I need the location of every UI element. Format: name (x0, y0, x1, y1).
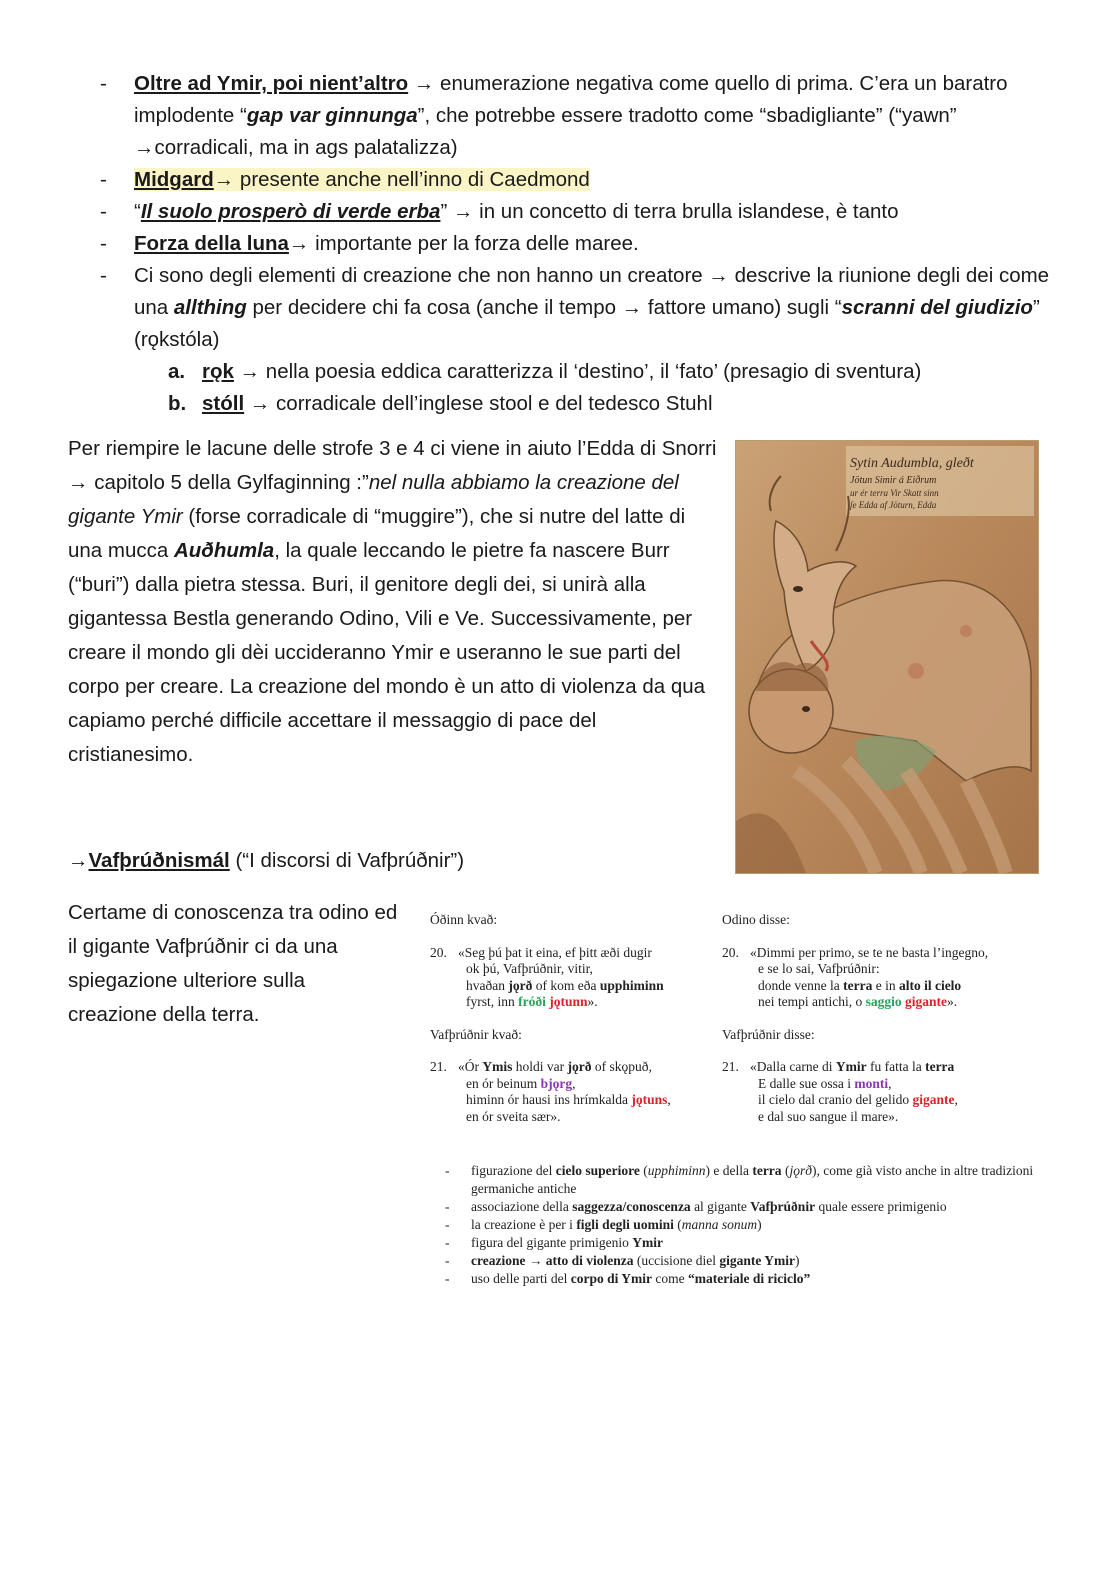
svg-text:ſe Edda af Jöturn, Edda: ſe Edda af Jöturn, Edda (850, 500, 937, 510)
list-item: - creazione → atto di violenza (uccisione diel gigante Ymir) (445, 1252, 1045, 1270)
poem-original-column: Óðinn kvað: 20. «Seg þú þat it eina, ef þitt æði dugir ok þú, Vafþrúðnir, vitir, hvaðan jǫrð of kom eða upphiminn fyrst, inn fróði jǫtunn». Vafþrúðnir kvað: 21. «Ór Ymis holdi var jǫrð of skǫpuð, en ór beinum bjǫrg, himinn ór hausi ins hrímkalda jǫtuns, en ór sveita sær». (430, 912, 730, 1125)
svg-text:ur ér terra Vir Skatt sinn: ur ér terra Vir Skatt sinn (850, 488, 939, 498)
section-paragraph: Certame di conoscenza tra odino ed il gigante Vafþrúðnir ci da una spiegazione ulteriore sulla creazione della terra. (68, 901, 398, 1026)
list-item: - Forza della luna→ importante per la forza delle maree. (100, 232, 639, 255)
svg-text:Jötun Simir á Eiðrum: Jötun Simir á Eiðrum (850, 475, 937, 486)
list-item: - la creazione è per i figli degli uomini (manna sonum) (445, 1216, 1045, 1234)
poem-translation-column: Odino disse: 20. «Dimmi per primo, se te ne basta l’ingegno, e se lo sai, Vafþrúðnir: donde venne la terra e in alto il cielo nei tempi antichi, o saggio gigante». Vafþrúðnir disse: 21. «Dalla carne di Ymir fu fatta la terra E dalle sue ossa i monti, il cielo dal cranio del gelido gigante, e dal suo sangue il mare». (722, 912, 1022, 1125)
stanza-21-translation: 21. «Dalla carne di Ymir fu fatta la terra E dalle sue ossa i monti, il cielo dal cranio del gelido gigante, e dal suo sangue il mare». (722, 1059, 958, 1124)
list-item: - figurazione del cielo superiore (upphiminn) e della terra (jǫrð), come già visto anche in altre tradizioni germaniche antiche (445, 1162, 1045, 1198)
section-heading: →Vafþrúðnismál (“I discorsi di Vafþrúðnir”) (68, 849, 465, 872)
sub-list (134, 356, 1060, 420)
bullet-list (100, 68, 1060, 420)
list-item: - Midgard→ presente anche nell’inno di Caedmond (100, 168, 590, 191)
notes-list (445, 1162, 1045, 1288)
stanza-20-translation: 20. «Dimmi per primo, se te ne basta l’ingegno, e se lo sai, Vafþrúðnir: donde venne la terra e in alto il cielo nei tempi antichi, o saggio gigante». (722, 944, 989, 1009)
sub-list-item: b. stóll → corradicale dell’inglese stool e del tedesco Stuhl (168, 392, 713, 415)
list-item: - figura del gigante primigenio Ymir (445, 1234, 1045, 1252)
list-item: - Ci sono degli elementi di creazione che non hanno un creatore → descrive la riunione degli dei come una allthing per decidere chi fa cosa (anche il tempo → fattore umano) sugli “scranni del giudizio” (rǫkstóla) a. rǫk → nella poesia eddica caratterizza il ‘destino’, il ‘fato’ (presagio di sventura) b. stóll → corradicale dell’inglese stool e del tedesco Stuhl (100, 260, 1060, 420)
sub-list-item: a. rǫk → nella poesia eddica caratterizza il ‘destino’, il ‘fato’ (presagio di sventura) (168, 360, 922, 383)
svg-text:Sytin Audumbla, gleðt: Sytin Audumbla, gleðt (850, 456, 974, 471)
list-item: - uso delle parti del corpo di Ymir come “materiale di riciclo” (445, 1270, 1045, 1288)
snorri-paragraph: Per riempire le lacune delle strofe 3 e 4 ci viene in aiuto l’Edda di Snorri → capitolo 5 della Gylfaginning :”nel nulla abbiamo la creazione del gigante Ymir (forse corradicale di “muggire”), che si nutre del latte di una mucca Auðhumla, la quale leccando le pietre fa nascere Burr (“buri”) dalla pietra stessa. Buri, il genitore degli dei, si unirà alla gigantessa Bestla generando Odino, Vili e Ve. Successivamente, per creare il mondo gli dèi uccideranno Ymir e useranno le sue parti del corpo per creare. La creazione del mondo è un atto di violenza da qua capiamo perché difficile accettare il messaggio di pace del cristianesimo. (68, 437, 717, 766)
list-item: - Oltre ad Ymir, poi nient’altro → enumerazione negativa come quello di prima. C’era un baratro implodente “gap var ginnunga”, che potrebbe essere tradotto come “sbadigliante” (“yawn” →corradicali, ma in ags palatalizza) (100, 72, 1008, 159)
audhumla-manuscript-image (735, 440, 1039, 874)
stanza-20-original: 20. «Seg þú þat it eina, ef þitt æði dugir ok þú, Vafþrúðnir, vitir, hvaðan jǫrð of kom eða upphiminn fyrst, inn fróði jǫtunn». (430, 944, 664, 1009)
list-item: - “Il suolo prosperò di verde erba” → in un concetto di terra brulla islandese, è tanto (100, 200, 899, 223)
stanza-21-original: 21. «Ór Ymis holdi var jǫrð of skǫpuð, en ór beinum bjǫrg, himinn ór hausi ins hrímkalda jǫtuns, en ór sveita sær». (430, 1059, 671, 1124)
list-item: - associazione della saggezza/conoscenza al gigante Vafþrúðnir quale essere primigenio (445, 1198, 1045, 1216)
